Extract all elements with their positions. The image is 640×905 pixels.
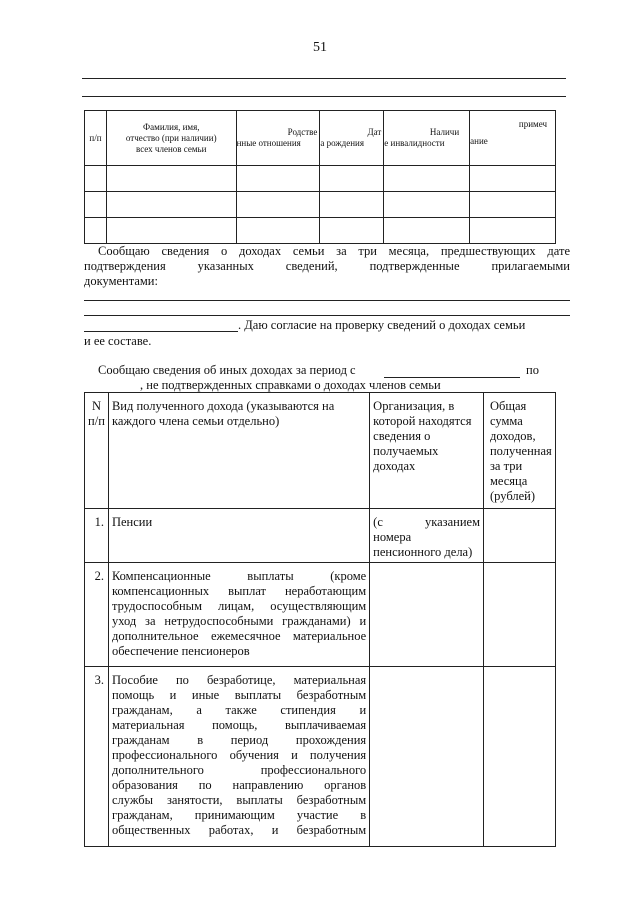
table-row (85, 667, 556, 847)
row-income-kind: Пенсии (108, 509, 369, 563)
header-note: примеч ание (470, 111, 556, 166)
consent-line2: и ее составе. (84, 334, 152, 348)
family-members-table (84, 110, 556, 244)
row-sum (483, 509, 555, 563)
header-birth: Дат а рождения (320, 111, 384, 166)
table-row (85, 218, 556, 244)
row-sum (483, 667, 555, 847)
income-statement-line3: документами: (84, 274, 158, 288)
row-num: 3. (85, 667, 109, 847)
row-organization (370, 563, 484, 667)
table-row (85, 166, 556, 192)
header-income-kind: Вид полученного дохода (указываются на каждого члена семьи отдельно) (108, 393, 369, 509)
header-relation: Родстве нные отношения (236, 111, 320, 166)
income-statement-line2: подтверждения указанных сведений, подтвержденные прилагаемыми (84, 259, 570, 273)
row-num: 2. (85, 563, 109, 667)
table-row (85, 192, 556, 218)
consent-blank-line (84, 331, 238, 332)
documents-blank-line (84, 300, 570, 301)
header-num: N п/п (85, 393, 109, 509)
table-row (85, 509, 556, 563)
row-organization: (с указанием номера пенсионного дела) (370, 509, 484, 563)
income-statement-line1: Сообщаю сведения о доходах семьи за три месяца, предшествующих дате (98, 244, 570, 258)
blank-line (82, 78, 566, 79)
table-header-row (85, 393, 556, 509)
other-income-table (84, 392, 556, 847)
row-organization (370, 667, 484, 847)
blank-line (82, 96, 566, 97)
other-income-line1: Сообщаю сведения об иных доходах за период с (98, 363, 356, 377)
row-num: 1. (85, 509, 109, 563)
other-income-line2: , не подтвержденных справками о доходах членов семьи (140, 378, 441, 392)
header-organization: Организация, в которой находятся сведения о получаемых доходах (370, 393, 484, 509)
row-income-kind: Пособие по безработице, материальная помощь и иные выплаты безработным гражданам, а также стипендия и материальная помощь, выплачиваемая гражданам в период прохождения профессионального обучения и получения дополнительного профессионального образования по направлению органов службы занятости, выплаты безработным гражданам, принимающим участие в общественных работах, и безработным (108, 667, 369, 847)
row-sum (483, 563, 555, 667)
page-number: 51 (313, 40, 327, 55)
table-row (85, 563, 556, 667)
header-name: Фамилия, имя, отчество (при наличии) всех членов семьи (106, 111, 236, 166)
other-income-period-to: по (526, 363, 539, 377)
header-num: п/п (85, 111, 107, 166)
header-total-sum: Общая сумма доходов, полученная за три месяца (рублей) (483, 393, 555, 509)
table-header-row (85, 111, 556, 166)
consent-line1: . Даю согласие на проверку сведений о доходах семьи (238, 318, 526, 332)
row-income-kind: Компенсационные выплаты (кроме компенсационных выплат неработающим трудоспособным лицам, осуществляющим уход за нетрудоспособными гражданами) и дополнительное ежемесячное материальное обеспечение пенсионеров (108, 563, 369, 667)
header-disability: Наличи е инвалидности (384, 111, 470, 166)
documents-blank-line (84, 315, 570, 316)
